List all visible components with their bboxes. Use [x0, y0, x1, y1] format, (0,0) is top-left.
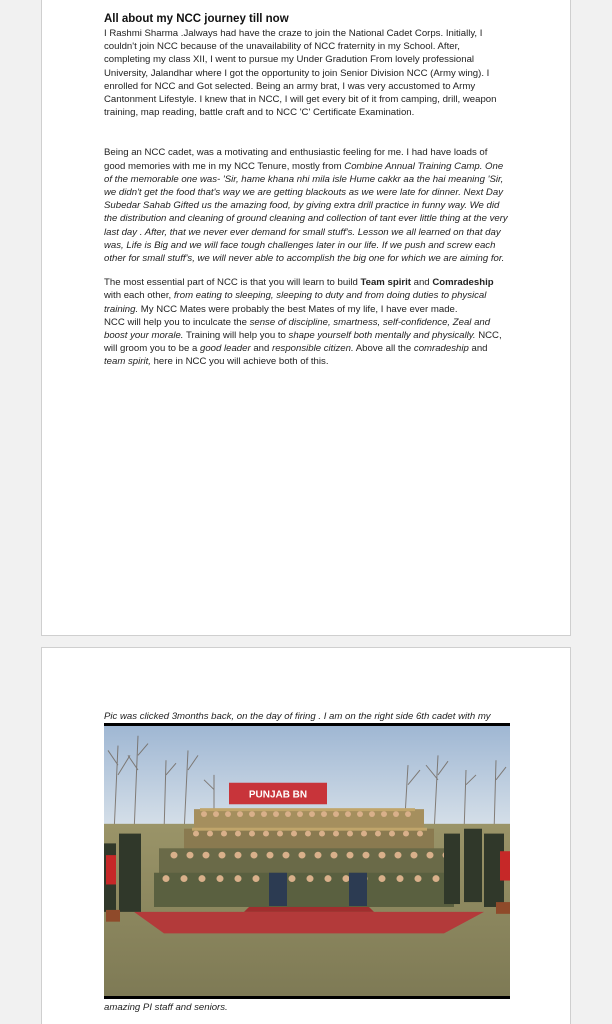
page-1-body — [104, 13, 508, 369]
document-page-2 — [41, 647, 571, 1024]
photo-caption-bottom: amazing PI staff and seniors. — [104, 1002, 228, 1013]
document-title: All about my NCC journey till now — [104, 13, 289, 25]
intro-paragraph: I Rashmi Sharma .Jalways had have the craze to join the National Cadet Corps. Initially, I couldn't join NCC because of the unavailability of NCC fraternity in my School. After, completing my class XII, I went to pursue my Under Gradution From lovely professional University, Jalandhar where I got the opportunity to join Senior Division NCC (Army wing). I enrolled for NCC and Got selected. Being an army brat, I was very accustomed to Army Cantonment Lifestyle. I knew that in NCC, I will get every bit of it from camping, drill, weapon training, map reading, battle craft and to NCC 'C' Certificate Examination. — [104, 28, 497, 119]
group-photo — [104, 723, 510, 999]
photo-caption-top: Pic was clicked 3months back, on the day of firing . I am on the right side 6th cadet with my — [104, 711, 491, 722]
team-spirit-paragraph: The most essential part of NCC is that you will learn to build Team spirit and Comradeship with each other, from eating to sleeping, sleeping to duty and from doing duties to physical training. My NCC Mates were probably the best Mates of my life, I have ever made. — [104, 277, 494, 315]
discipline-paragraph: NCC will help you to inculcate the sense of discipline, smartness, self-confidence, Zeal and boost your morale. Training will help you to shape yourself both mentally and physically. NCC, will groom you to be a good leader and responsible citizen. Above all the comradeship and team spirit, here in NCC you will achieve both of this. — [104, 316, 502, 368]
memories-paragraph: Being an NCC cadet, was a motivating and enthusiastic feeling for me. I had have loads of good memories with me in my NCC Tenure, mostly from Combine Annual Training Camp. One of the memorable one was- 'Sir, hame khana nhi mila isle Hume cakkr aa the hai meaning 'Sir, we didn't get the food that's way we are getting blackouts as we were late for dinner. Next Day Subedar Sahab Gifted us the amazing food, by giving extra drill practice in funny way. We did the distribution and cleaning of ground cleaning and collection of tant ever little thing at the very last day . After, that we never ever demand for small stuff's. Lesson we all learned on that day was, Life is Big and we will face tough challenges later in our life. If we push and screw each other for small stuff's, we will never able to accomplish the big one for which we are aiming for. — [104, 147, 508, 265]
banner-text: PUNJAB BN — [248, 789, 308, 801]
document-page-1 — [41, 0, 571, 636]
